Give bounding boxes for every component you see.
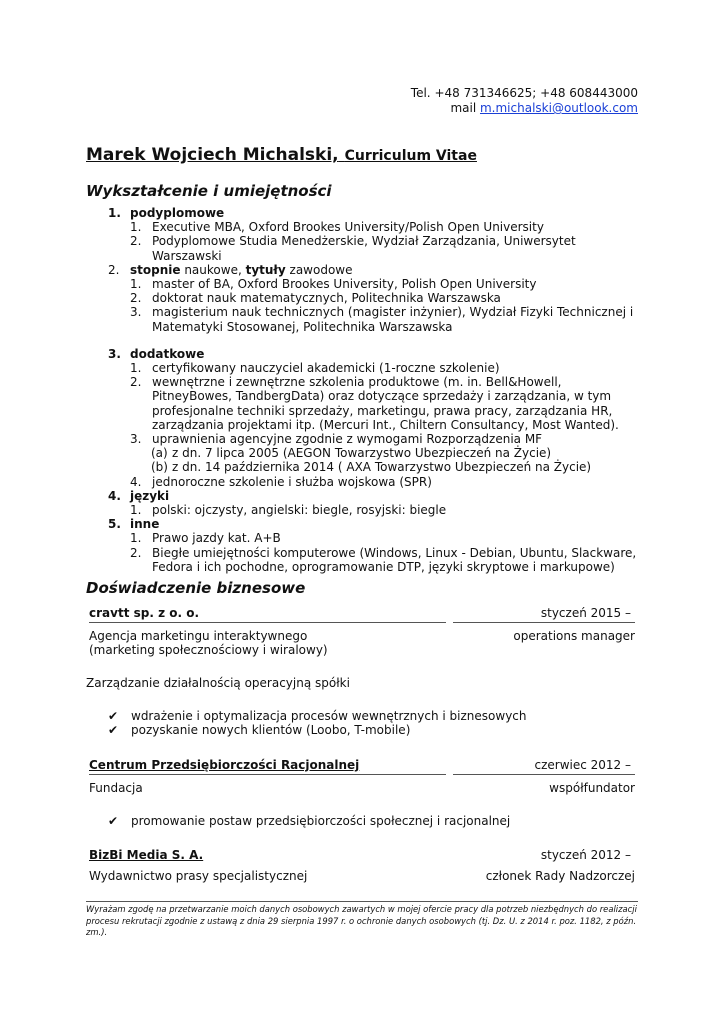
job-achievements (86, 709, 638, 737)
edu-group-title: dodatkowe (130, 346, 205, 361)
edu-group-title: języki (130, 488, 170, 503)
edu-group-title: podyplomowe (130, 206, 225, 220)
list-item: 4. jednoroczne szkolenie i służba wojskowa (SPR) (130, 474, 432, 489)
list-item: 1. polski: ojczysty, angielski: biegle, rosyjski: biegle (130, 503, 447, 518)
list-item: 2. Podyplomowe Studia Menedżerskie, Wydział Zarządzania, Uniwersytet Warszawski (130, 234, 576, 263)
list-item: 1. certyfikowany nauczyciel akademicki (1-roczne szkolenie) (130, 361, 500, 376)
cv-label: Curriculum Vitae (344, 148, 477, 164)
list-item: ✔ pozyskanie nowych klientów (Loobo, T-mobile) (108, 722, 411, 737)
email-line (411, 101, 638, 116)
list-item: 3. magisterium nauk technicznych (magister inżynier), Wydział Fizyki Technicznej i Matematyki Stosowanej, Politechnika Warszawska (130, 305, 634, 334)
job-header (86, 758, 638, 775)
checkmark-icon: ✔ (108, 708, 119, 723)
full-name: Marek Wojciech Michalski, (86, 145, 339, 165)
business-section (86, 606, 638, 884)
list-item: ✔ promowanie postaw przedsiębiorczości społecznej i racjonalnej (108, 814, 511, 829)
spacer (86, 334, 638, 347)
job-details (86, 781, 638, 795)
job-summary: Zarządzanie działalnością operacyjną spółki (86, 676, 350, 691)
phone-numbers: +48 731346625; +48 608443000 (434, 86, 638, 100)
job-role: członek Rady Nadzorczej (485, 869, 635, 884)
list-item: 2. doktorat nauk matematycznych, Politechnika Warszawska (130, 291, 501, 306)
list-item: 3. uprawnienia agencyjne zgodnie z wymogami Rozporządzenia MF (a) z dn. 7 lipca 2005 (AEGON Towarzystwo Ubezpieczeń na Życie) (b) z dn. 14 października 2014 ( AXA Towarzystwo Ubezpieczeń na Życie) (86, 432, 638, 475)
job-date: czerwiec 2012 – (534, 758, 631, 773)
education-heading: Wykształcenie i umiejętności (86, 182, 332, 200)
job-role: współfundator (549, 781, 635, 796)
job-details (86, 869, 638, 883)
education-section (86, 206, 638, 574)
edu-group-degrees: 2. stopnie naukowe, tytuły zawodowe 1. master of BA, Oxford Brookes University, Polish Open University 2. doktorat nauk matematycznych, Politechnika Warszawska 3. magisterium nauk technicznych (magister inżynier), Wydział Fizyki Technicznej i Matematyki Stosowanej, Politechnika Warszawska (86, 263, 638, 334)
company-description: Agencja marketingu interaktywnego (marketing społecznościowy i wiralowy) (89, 629, 328, 658)
edu-group-additional: 3. dodatkowe 1. certyfikowany nauczyciel akademicki (1-roczne szkolenie) 2. wewnętrzne i zewnętrzne szkolenia produktowe (m. in. Bell&Howell, PitneyBowes, TandbergData) oraz dotyczące sprzedaży i zarządzania, w tym profesjonalne techniki sprzedaży, marketingu, prawa pracy, zarządzania HR, zarządzania projektami itp. (Mercuri Int., Chiltern Consultancy, Most Wanted). 3. uprawnienia agencyjne zgodnie z wymogami Rozporządzenia MF (a) z dn. 7 lipca 2005 (AEGON Towarzystwo Ubezpieczeń na Życie) (b) z dn. 14 października 2014 ( AXA Towarzystwo Ubezpieczeń na Życie) 4. jednoroczne szkolenie i służba wojskowa (SPR) (86, 347, 638, 489)
job-date: styczeń 2012 – (540, 848, 631, 863)
consent-clause: Wyrażam zgodę na przetwarzanie moich danych osobowych zawartych w mojej ofercie pracy dla potrzeb niezbędnych do realizacji procesu rekrutacji zgodnie z ustawą z dnia 29 sierpnia 1997 r. o ochronie danych osobowych (tj. Dz. U. z 2014 r. poz. 1182, z późn. zm.). (86, 901, 638, 939)
list-item: ✔ wdrażenie i optymalizacja procesów wewnętrznych i biznesowych (108, 708, 527, 723)
company-name: BizBi Media S. A. (89, 848, 204, 863)
list-item: 2. wewnętrzne i zewnętrzne szkolenia produktowe (m. in. Bell&Howell, PitneyBowes, TandbergData) oraz dotyczące sprzedaży i zarządzania, w tym profesjonalne techniki sprzedaży, marketingu, prawa pracy, zarządzania HR, zarządzania projektami itp. (Mercuri Int., Chiltern Consultancy, Most Wanted). (130, 375, 619, 432)
job-details (86, 629, 638, 657)
divider (453, 774, 635, 775)
phone-label: Tel. (410, 86, 431, 100)
page-title (86, 145, 477, 165)
list-subitem: (a) z dn. 7 lipca 2005 (AEGON Towarzystwo Ubezpieczeń na Życie) (151, 446, 552, 461)
edu-group-title: stopnie naukowe, tytuły zawodowe (130, 262, 353, 277)
job-header (86, 606, 638, 623)
job-role: operations manager (513, 629, 635, 643)
edu-group-postgraduate: 1. podyplomowe 1. Executive MBA, Oxford Brookes University/Polish Open University 2. Podyplomowe Studia Menedżerskie, Wydział Zarządzania, Uniwersytet Warszawski (86, 206, 638, 263)
list-item: 2. Biegłe umiejętności komputerowe (Windows, Linux - Debian, Ubuntu, Slackware, Fedora i ich pochodne, oprogramowanie DTP, języki skryptowe i markupowe) (130, 545, 637, 574)
company-name: cravtt sp. z o. o. (89, 606, 200, 620)
company-description: Wydawnictwo prasy specjalistycznej (89, 869, 308, 884)
job-header (86, 848, 638, 863)
phone-line (411, 86, 638, 101)
edu-group-title: inne (130, 517, 160, 532)
company-name: Centrum Przedsiębiorczości Racjonalnej (89, 758, 360, 773)
edu-group-other: 5. inne 1. Prawo jazdy kat. A+B 2. Biegłe umiejętności komputerowe (Windows, Linux - Debian, Ubuntu, Slackware, Fedora i ich pochodne, oprogramowanie DTP, języki skryptowe i markupowe) (86, 517, 638, 574)
job-achievements (86, 814, 638, 828)
email-link[interactable]: m.michalski@outlook.com (479, 101, 638, 115)
list-subitem: (b) z dn. 14 października 2014 ( AXA Towarzystwo Ubezpieczeń na Życie) (151, 460, 592, 475)
edu-group-languages: 4. języki 1. polski: ojczysty, angielski: biegle, rosyjski: biegle (86, 489, 638, 517)
checkmark-icon: ✔ (108, 722, 119, 737)
divider (89, 622, 446, 623)
divider (89, 774, 446, 775)
list-item: 1. master of BA, Oxford Brookes University, Polish Open University (130, 277, 537, 292)
job-date: styczeń 2015 – (540, 606, 631, 620)
contact-block (411, 86, 638, 116)
company-description: Fundacja (89, 781, 143, 796)
divider (453, 622, 635, 623)
business-heading: Doświadczenie biznesowe (86, 579, 306, 597)
list-item: 1. Prawo jazdy kat. A+B (130, 531, 281, 546)
list-item: 1. Executive MBA, Oxford Brookes University/Polish Open University (130, 220, 544, 235)
checkmark-icon: ✔ (108, 814, 119, 829)
email-label: mail (450, 101, 477, 115)
